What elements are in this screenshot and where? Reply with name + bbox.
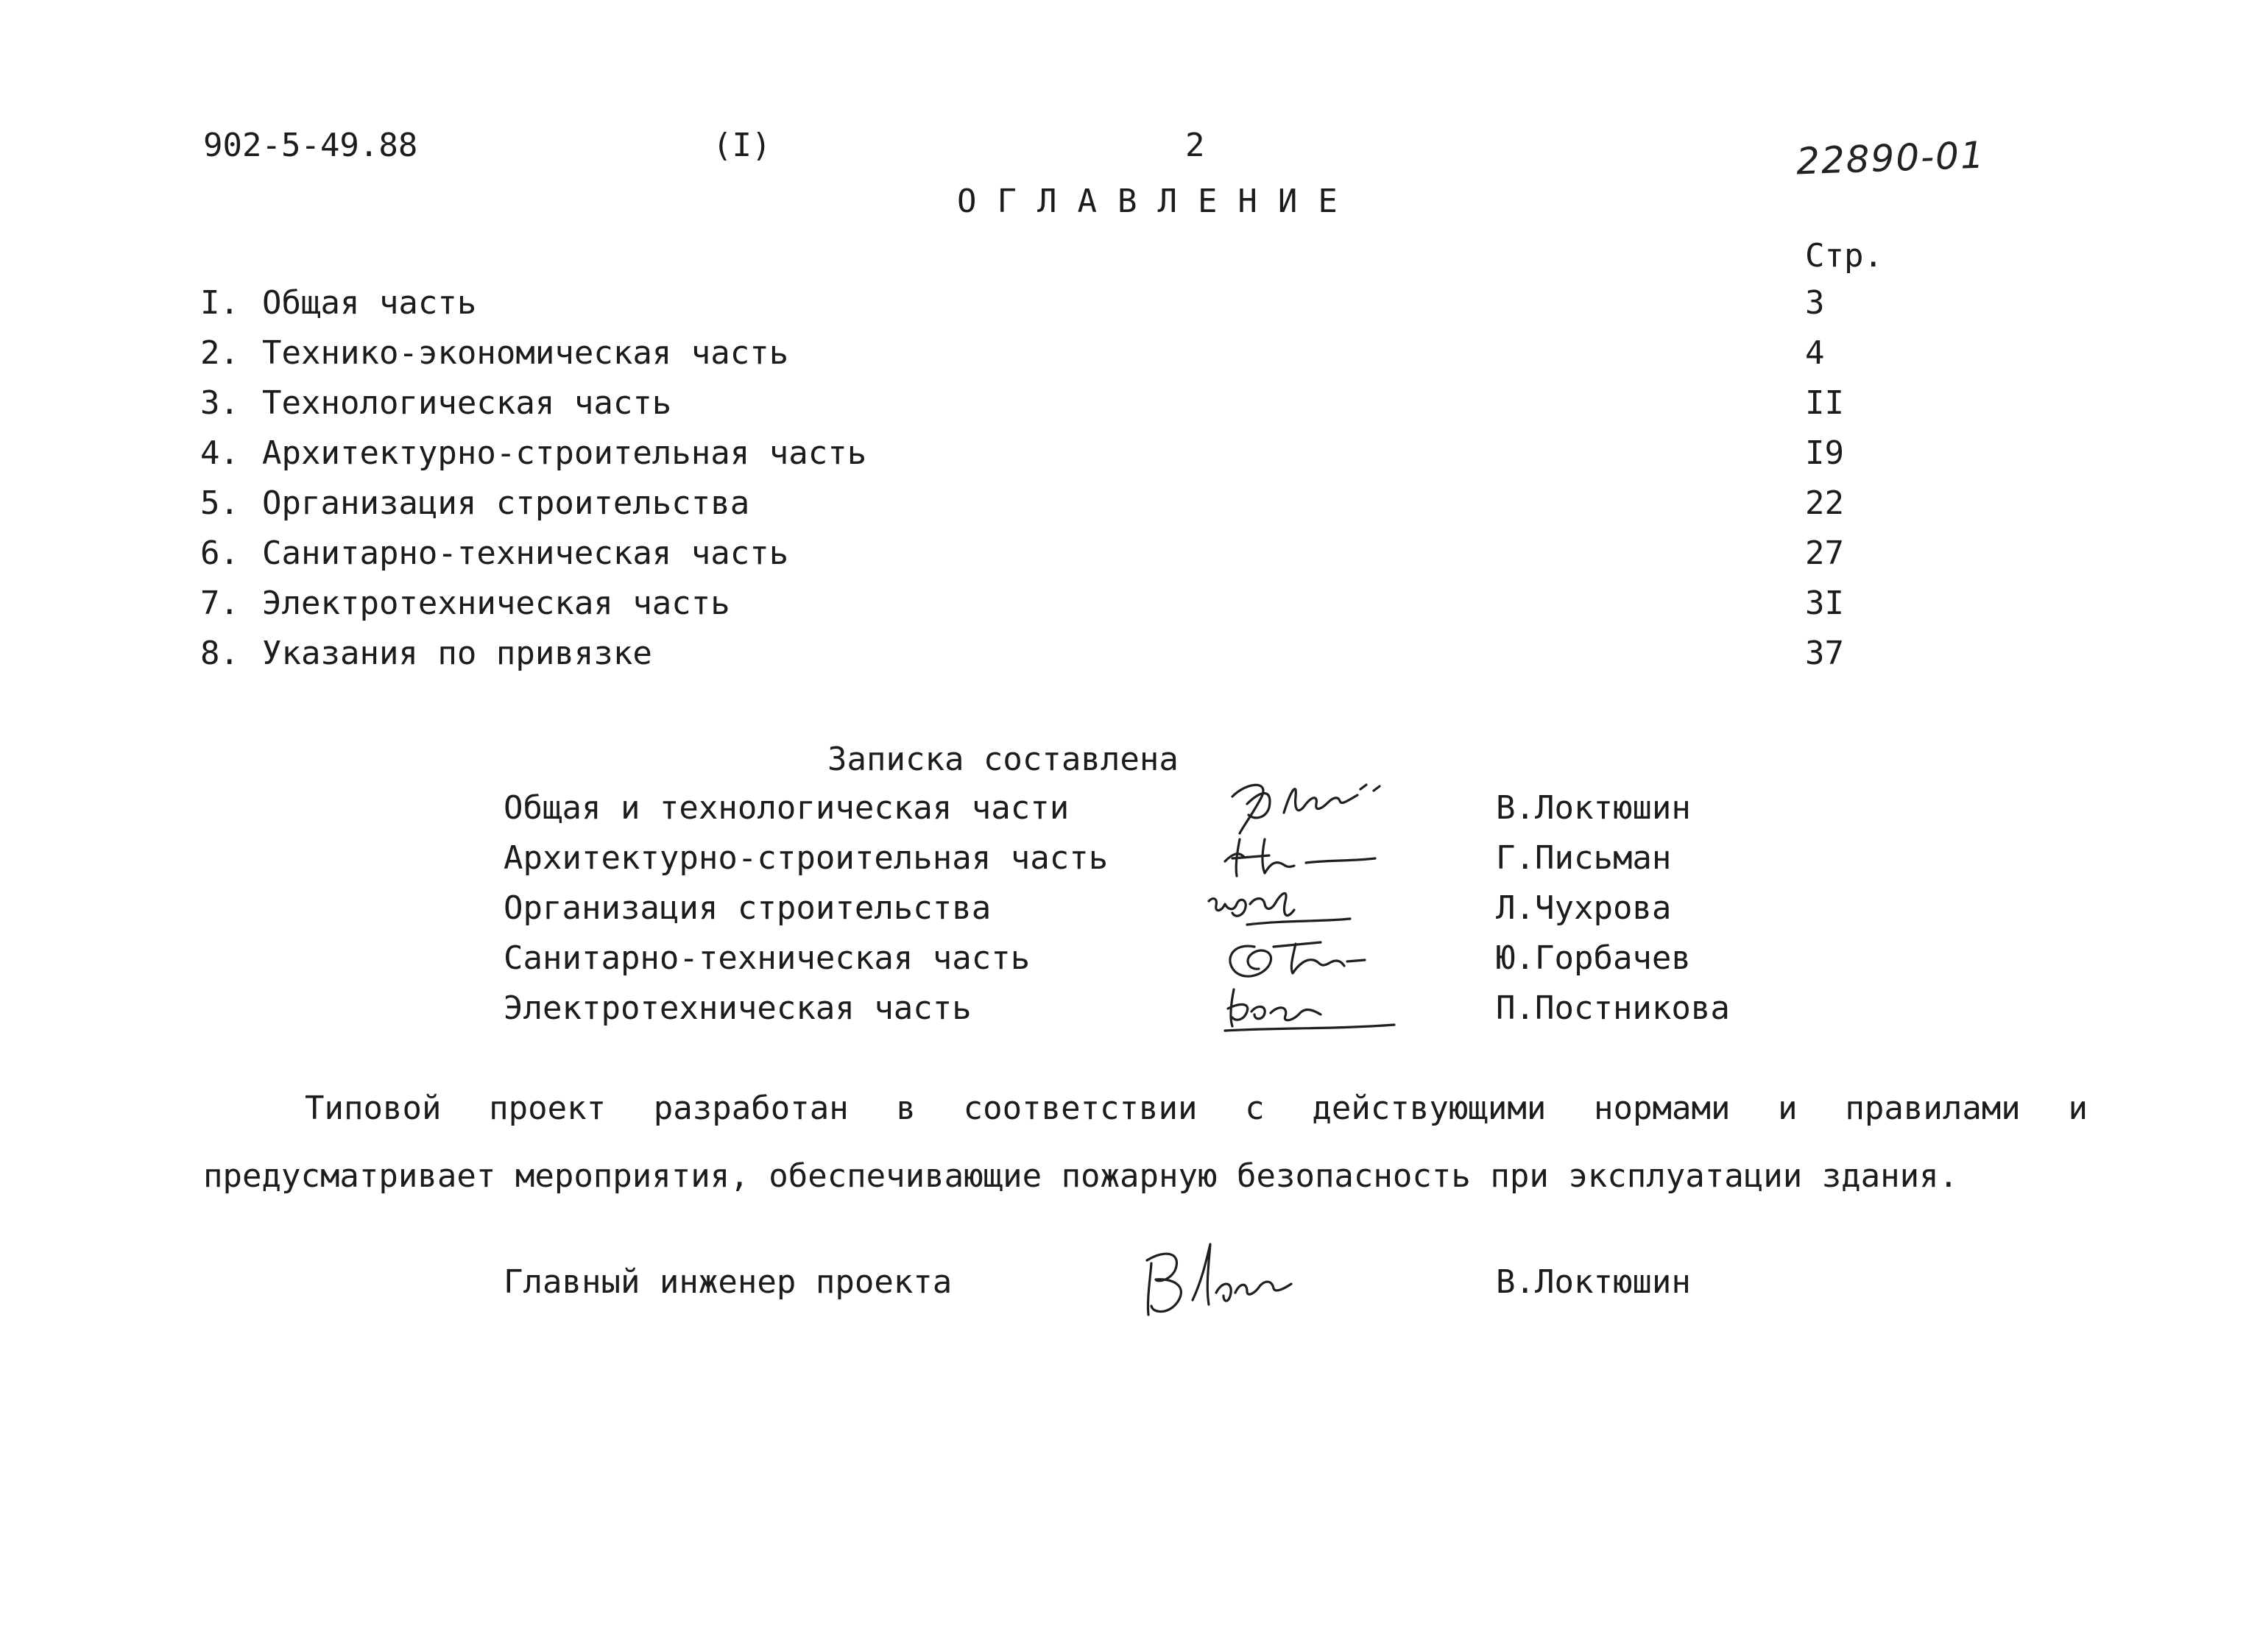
toc-item-number: 3. xyxy=(200,384,239,422)
toc-item-title: Общая часть xyxy=(262,284,477,322)
toc-item-title: Архитектурно-строительная часть xyxy=(262,434,867,472)
author-name: Л.Чухрова xyxy=(1496,889,1672,927)
author-section: Санитарно-техническая часть xyxy=(504,939,1031,977)
author-name: П.Постникова xyxy=(1496,989,1730,1027)
toc-item xyxy=(200,635,1967,679)
toc-item xyxy=(200,484,1967,529)
toc-item-page: 3I xyxy=(1805,585,1844,622)
toc-item-title: Электротехническая часть xyxy=(262,585,730,622)
toc-item-number: 4. xyxy=(200,434,239,472)
author-section: Архитектурно-строительная часть xyxy=(504,839,1109,877)
author-row xyxy=(504,889,1829,938)
page-column-label: Стр. xyxy=(1805,237,1883,275)
toc-item xyxy=(200,334,1967,378)
toc-item-page: 37 xyxy=(1805,635,1844,672)
author-row xyxy=(504,839,1829,888)
toc-item-title: Указания по привязке xyxy=(262,635,652,672)
signature-image xyxy=(1137,1234,1328,1322)
chief-engineer-line xyxy=(504,1263,1829,1322)
project-note: Типовой проект разработан в соответствии с действующими нормами и правилами и предусматривает мероприятия, обеспечивающие пожарную безопасность при эксплуатации здания. xyxy=(203,1090,2088,1195)
chief-engineer-role: Главный инженер проекта xyxy=(504,1263,953,1301)
author-row xyxy=(504,939,1829,988)
toc-item-number: I. xyxy=(200,284,239,322)
toc-item xyxy=(200,284,1967,328)
toc-item xyxy=(200,384,1967,428)
toc-title: ОГЛАВЛЕНИЕ xyxy=(957,183,1358,220)
chief-engineer-name: В.Локтюшин xyxy=(1496,1263,1691,1301)
toc-item-number: 5. xyxy=(200,484,239,522)
author-row xyxy=(504,989,1829,1038)
toc-item-title: Технологическая часть xyxy=(262,384,672,422)
toc-item-number: 7. xyxy=(200,585,239,622)
document-code: 902-5-49.88 xyxy=(203,127,418,164)
toc-item-number: 6. xyxy=(200,534,239,572)
toc-item-page: 22 xyxy=(1805,484,1844,522)
toc-item-page: 4 xyxy=(1805,334,1825,372)
author-row xyxy=(504,789,1829,838)
toc-item-title: Санитарно-техническая часть xyxy=(262,534,789,572)
author-section: Организация строительства xyxy=(504,889,992,927)
toc-item-number: 8. xyxy=(200,635,239,672)
author-section: Общая и технологическая части xyxy=(504,789,1070,827)
toc-item-page: I9 xyxy=(1805,434,1844,472)
toc-item xyxy=(200,585,1967,629)
toc-item xyxy=(200,434,1967,479)
archive-number: 22890-01 xyxy=(1795,133,1986,183)
part-number: (I) xyxy=(713,127,771,164)
toc-item-page: II xyxy=(1805,384,1844,422)
toc-item-title: Организация строительства xyxy=(262,484,750,522)
toc-item-number: 2. xyxy=(200,334,239,372)
toc-item-title: Технико-экономическая часть xyxy=(262,334,789,372)
author-name: Ю.Горбачев xyxy=(1496,939,1691,977)
authors-heading: Записка составлена xyxy=(827,741,1179,778)
toc-item xyxy=(200,534,1967,579)
author-name: Г.Письман xyxy=(1496,839,1672,877)
toc-list xyxy=(200,284,1967,696)
author-name: В.Локтюшин xyxy=(1496,789,1691,827)
authors-list xyxy=(504,789,1829,1054)
toc-item-page: 3 xyxy=(1805,284,1825,322)
toc-item-page: 27 xyxy=(1805,534,1844,572)
author-section: Электротехническая часть xyxy=(504,989,972,1027)
page-number: 2 xyxy=(1185,127,1205,164)
signature-image xyxy=(1203,975,1424,1037)
